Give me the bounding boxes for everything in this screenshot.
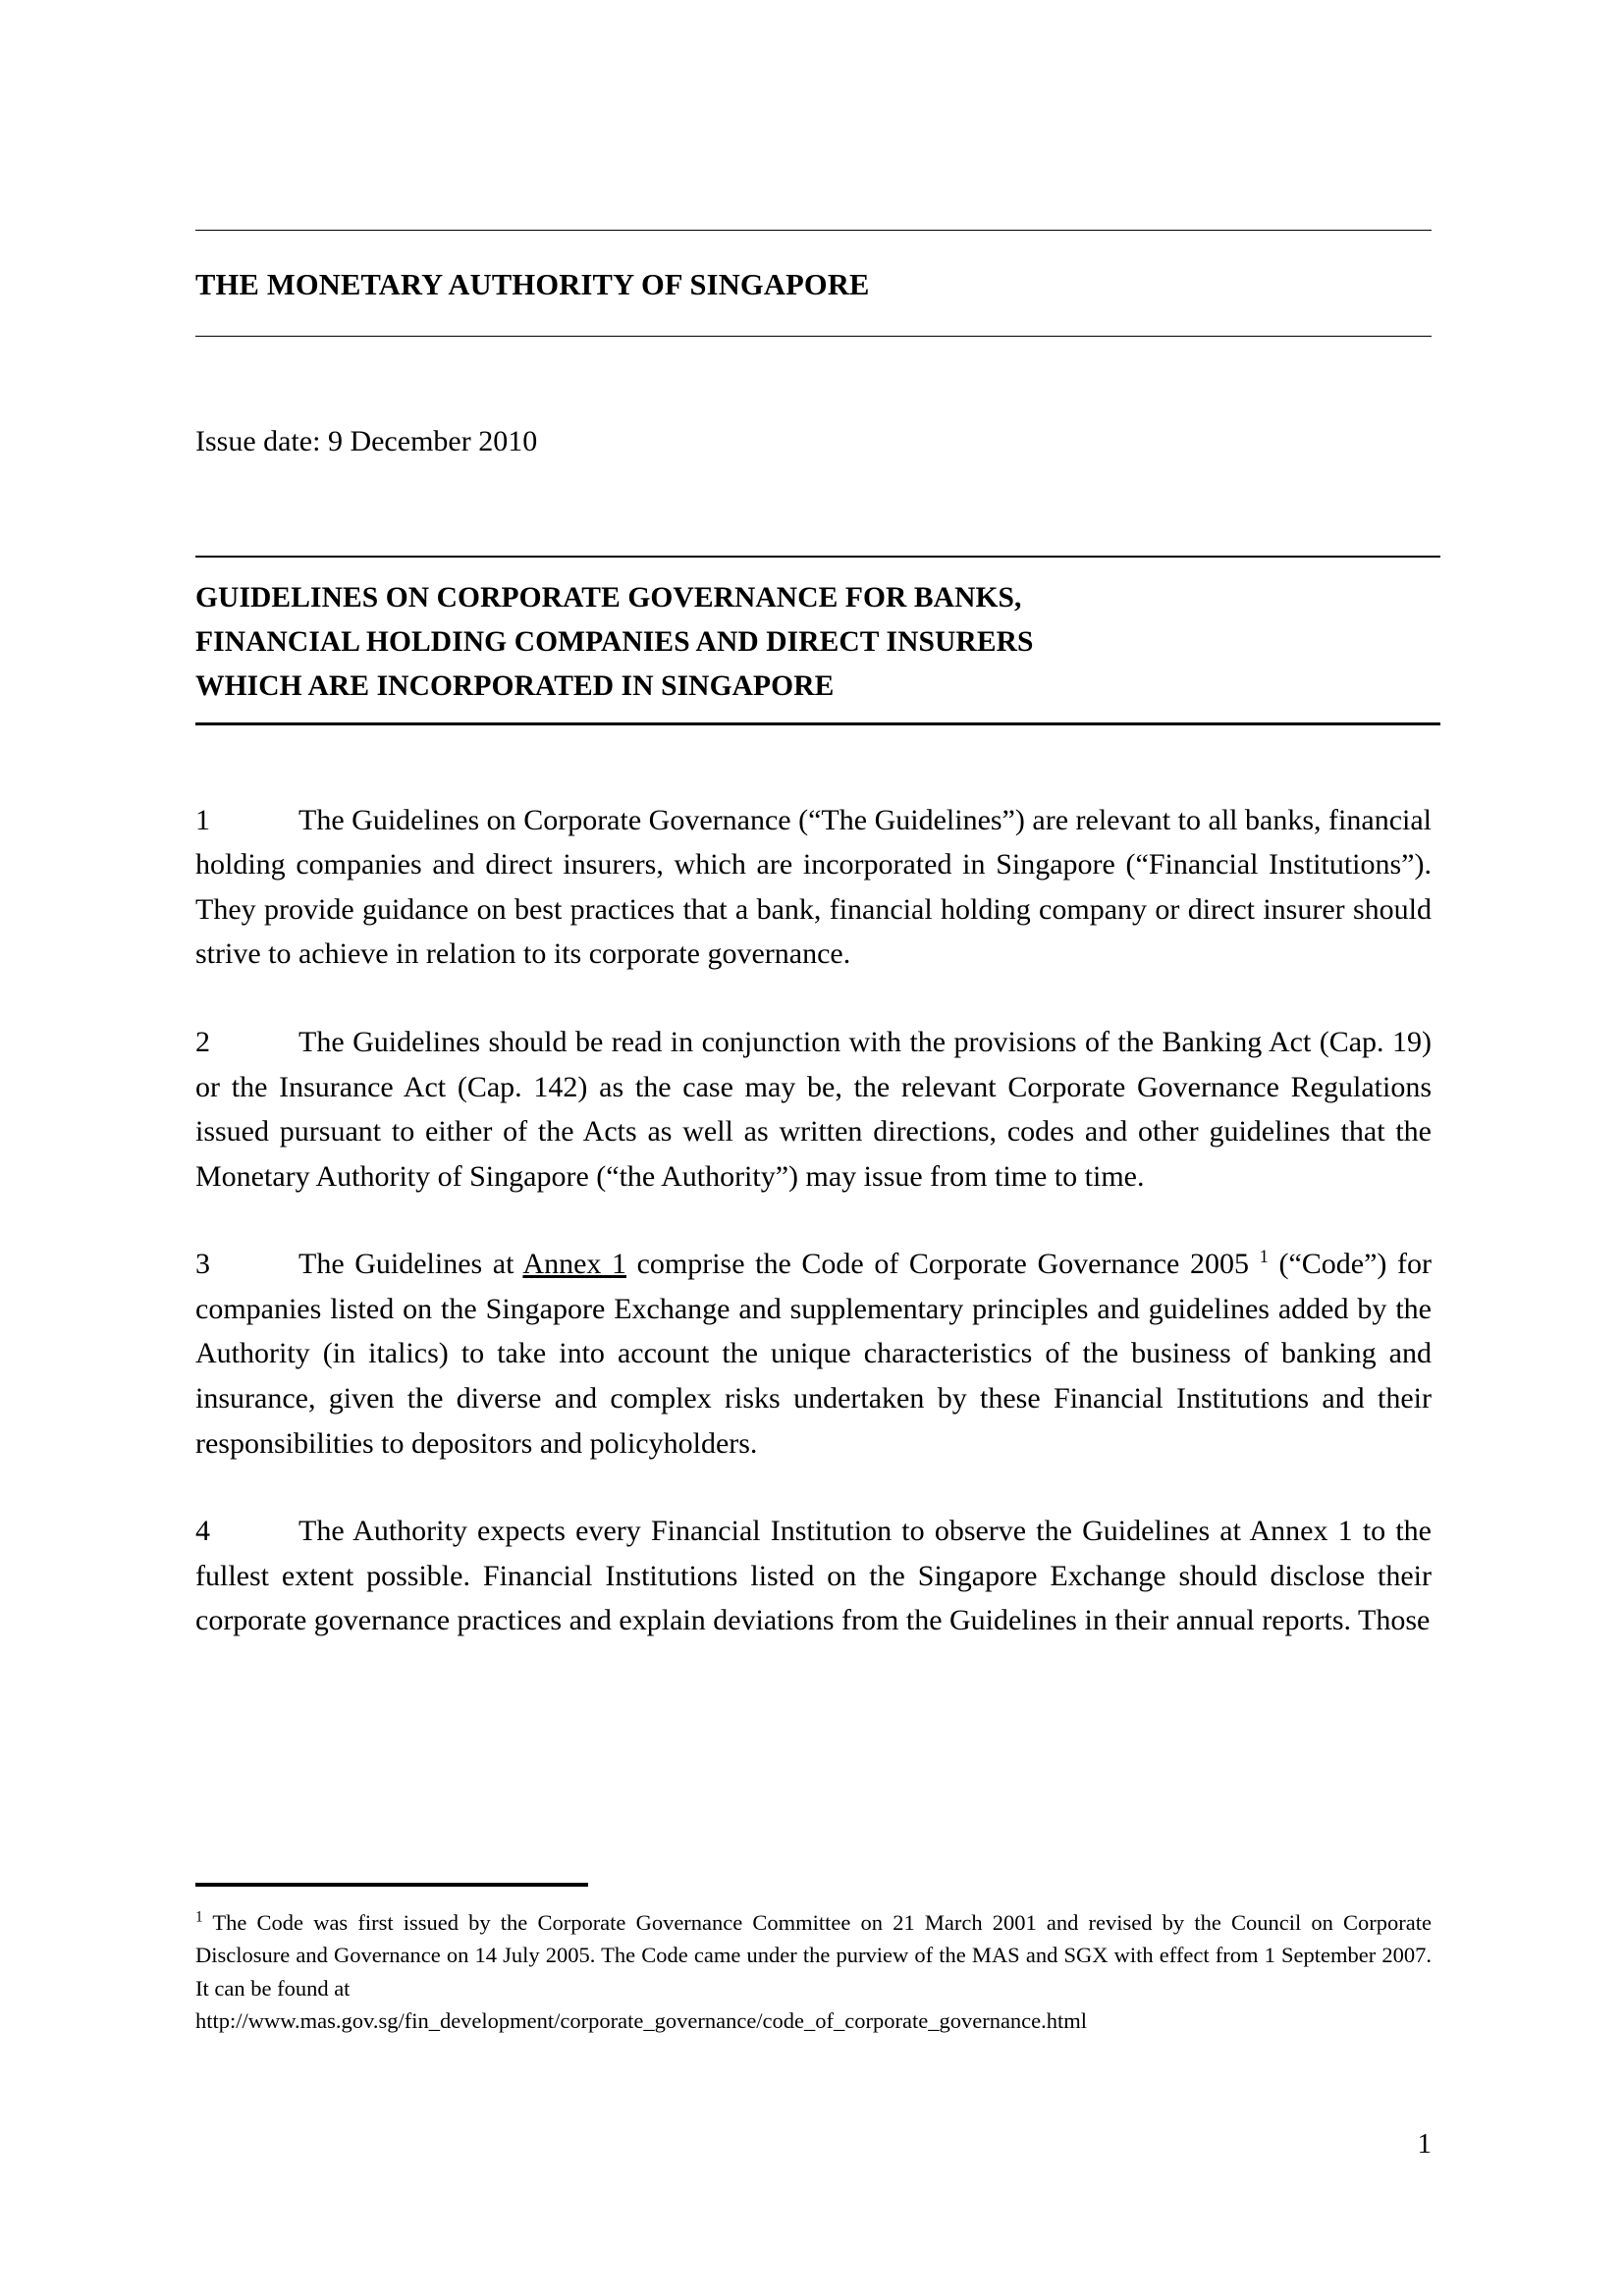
page-content	[195, 0, 1433, 1643]
issue-date: Issue date: 9 December 2010	[195, 424, 538, 457]
organization-name: THE MONETARY AUTHORITY OF SINGAPORE	[195, 268, 870, 301]
document-title-line-1: GUIDELINES ON CORPORATE GOVERNANCE FOR BANKS,	[195, 582, 1022, 614]
title-rule-top	[195, 556, 1440, 558]
page-number: 1	[1417, 2128, 1432, 2160]
paragraph-text-3-before-link: The Guidelines at	[298, 1248, 523, 1281]
paragraph-text-4: The Authority expects every Financial Institution to observe the Guidelines at Annex 1 to the fullest extent possible. Financial Institutions listed on the Singapore Exchange should disclose their corporate governance practices and explain deviations from the Guidelines in their annual reports. Those	[195, 1515, 1432, 1637]
document-title	[195, 576, 1433, 708]
paragraph-3	[195, 1242, 1432, 1466]
document-title-line-3: WHICH ARE INCORPORATED IN SINGAPORE	[195, 669, 835, 702]
paragraph-text-3-after-marker: (“Code”) for companies listed on the Singapore Exchange and supplementary principles and guidelines added by the Authority (in italics) to take into account the unique characteristics of the business of banking and insurance, given the diverse and complex risks undertaken by these Financial Institutions and their responsibilities to depositors and policyholders.	[195, 1248, 1432, 1460]
footnote-number: 1	[195, 1908, 203, 1926]
footnote-body: The Code was first issued by the Corporate Governance Committee on 21 March 2001 and revised by the Council on Corporate Disclosure and Governance on 14 July 2005. The Code came under the purview of the MAS and SGX with effect from 1 September 2007. It can be found at	[195, 1910, 1432, 2001]
header-rule-top	[195, 230, 1432, 231]
paragraph-text-1: The Guidelines on Corporate Governance (“The Guidelines”) are relevant to all banks, financial holding companies and direct insurers, which are incorporated in Singapore (“Financial Institutions”). They provide guidance on best practices that a bank, financial holding company or direct insurer should strive to achieve in relation to its corporate governance.	[195, 803, 1432, 971]
paragraph-text-3-after-link: comprise the Code of Corporate Governance 2005	[625, 1248, 1260, 1281]
paragraph-1	[195, 798, 1432, 977]
paragraph-number-2: 2	[195, 1025, 210, 1058]
title-rule-bottom	[195, 722, 1440, 725]
footnote-url[interactable]: http://www.mas.gov.sg/fin_development/corporate_governance/code_of_corporate_governance.html	[195, 2007, 1088, 2033]
footnote-text	[195, 1906, 1432, 2037]
footnote-separator-rule	[195, 1883, 588, 1887]
paragraph-text-2: The Guidelines should be read in conjunction with the provisions of the Banking Act (Cap. 19) or the Insurance Act (Cap. 142) as the case may be, the relevant Corporate Governance Regulations issued pursuant to either of the Acts as well as written directions, codes and other guidelines that the Monetary Authority of Singapore (“the Authority”) may issue from time to time.	[195, 1025, 1432, 1193]
paragraph-4	[195, 1509, 1432, 1643]
document-title-line-2: FINANCIAL HOLDING COMPANIES AND DIRECT INSURERS	[195, 625, 1034, 658]
footnote-marker-inline[interactable]: 1	[1259, 1247, 1269, 1268]
paragraph-number-4: 4	[195, 1515, 210, 1548]
header-rule-bottom	[195, 336, 1432, 337]
paragraph-2	[195, 1020, 1432, 1199]
paragraph-number-3: 3	[195, 1248, 210, 1281]
body-text	[195, 798, 1433, 1644]
annex-1-reference[interactable]: Annex 1	[522, 1248, 626, 1281]
paragraph-number-1: 1	[195, 803, 210, 836]
footnote-area	[195, 1883, 1433, 2037]
